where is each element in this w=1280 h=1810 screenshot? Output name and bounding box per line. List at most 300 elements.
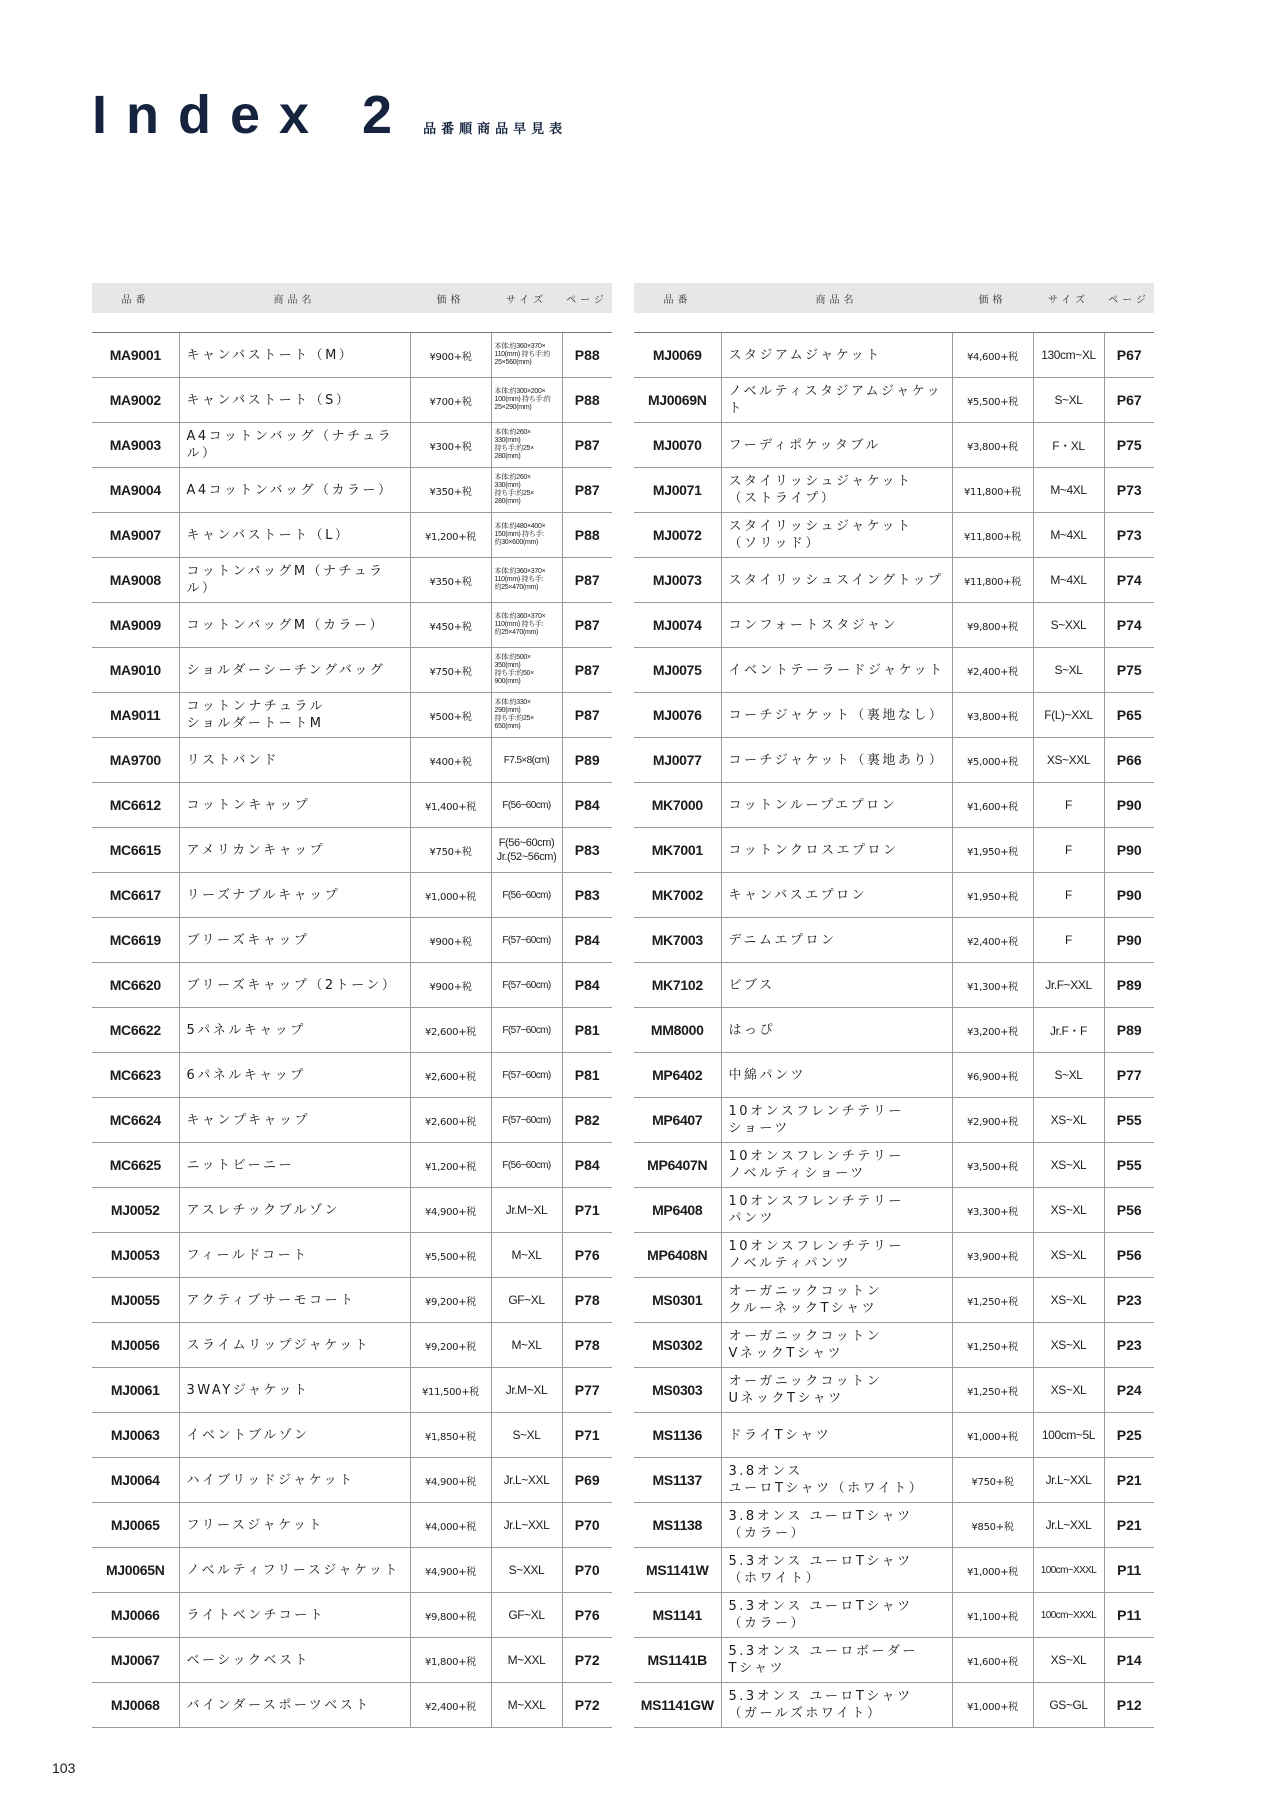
page-number: 103 [52,1760,76,1776]
product-size: 100cm~5L [1033,1413,1104,1458]
product-price: ¥900+税 [410,333,491,378]
product-price: ¥450+税 [410,603,491,648]
product-page: P90 [1104,918,1154,963]
product-page: P55 [1104,1098,1154,1143]
product-page: P67 [1104,333,1154,378]
product-size: GF~XL [491,1593,562,1638]
product-page: P81 [562,1053,612,1098]
product-code: MC6624 [92,1098,179,1143]
product-code: MA9002 [92,378,179,423]
table-row [634,828,1154,873]
product-page: P87 [562,648,612,693]
product-page: P11 [1104,1593,1154,1638]
product-code: MC6617 [92,873,179,918]
product-code: MK7003 [634,918,721,963]
product-code: MJ0075 [634,648,721,693]
product-code: MA9001 [92,333,179,378]
table-row [92,1503,612,1548]
product-page: P65 [1104,693,1154,738]
table-row [634,1683,1154,1728]
product-price: ¥2,900+税 [952,1098,1033,1143]
product-name: スタイリッシュジャケット （ストライプ） [721,468,952,513]
product-code: MC6619 [92,918,179,963]
product-size: Jr.L~XXL [1033,1458,1104,1503]
table-row [634,1143,1154,1188]
table-row [92,1368,612,1413]
product-page: P69 [562,1458,612,1503]
column-header-page: ページ [562,283,612,313]
product-size: XS~XXL [1033,738,1104,783]
product-size: XS~XL [1033,1233,1104,1278]
product-size: M~4XL [1033,558,1104,603]
product-price: ¥5,000+税 [952,738,1033,783]
product-price: ¥4,900+税 [410,1458,491,1503]
index-table-right [634,283,1154,1728]
product-price: ¥1,100+税 [952,1593,1033,1638]
product-price: ¥1,000+税 [410,873,491,918]
product-size: Jr.M~XL [491,1368,562,1413]
product-name: アクティブサーモコート [179,1278,410,1323]
table-row [92,1413,612,1458]
product-name: オーガニックコットン VネックTシャツ [721,1323,952,1368]
table-row [92,603,612,648]
table-row [634,1188,1154,1233]
product-name: デニムエプロン [721,918,952,963]
product-page: P74 [1104,603,1154,648]
column-header-name: 商品名 [721,283,952,313]
product-page: P12 [1104,1683,1154,1728]
product-price: ¥6,900+税 [952,1053,1033,1098]
product-name: 5.3オンス ユーロTシャツ （ガールズホワイト） [721,1683,952,1728]
table-header-row [92,283,612,313]
product-code: MP6407 [634,1098,721,1143]
product-price: ¥3,300+税 [952,1188,1033,1233]
product-price: ¥1,200+税 [410,1143,491,1188]
column-header-name: 商品名 [179,283,410,313]
product-code: MK7000 [634,783,721,828]
product-name: キャンバストート（S） [179,378,410,423]
product-code: MA9004 [92,468,179,513]
product-name: ベーシックベスト [179,1638,410,1683]
product-name: オーガニックコットン UネックTシャツ [721,1368,952,1413]
product-code: MS1136 [634,1413,721,1458]
product-code: MJ0070 [634,423,721,468]
product-name: 5.3オンス ユーロボーダー Tシャツ [721,1638,952,1683]
product-size: XS~XL [1033,1188,1104,1233]
product-price: ¥1,000+税 [952,1413,1033,1458]
product-code: MC6620 [92,963,179,1008]
product-price: ¥9,200+税 [410,1278,491,1323]
table-row [634,1593,1154,1638]
product-page: P24 [1104,1368,1154,1413]
product-size: M~XL [491,1233,562,1278]
product-size: 本体:約500× 350(mm) 持ち手:約50× 900(mm) [491,648,562,693]
product-name: ショルダーシーチングバッグ [179,648,410,693]
product-name: コーチジャケット（裏地あり） [721,738,952,783]
product-name: フーディポケッタブル [721,423,952,468]
product-code: MJ0064 [92,1458,179,1503]
product-page: P70 [562,1548,612,1593]
product-name: 3WAYジャケット [179,1368,410,1413]
product-page: P90 [1104,828,1154,873]
product-code: MJ0056 [92,1323,179,1368]
product-page: P77 [1104,1053,1154,1098]
product-name: はっぴ [721,1008,952,1053]
product-price: ¥1,400+税 [410,783,491,828]
product-page: P11 [1104,1548,1154,1593]
product-page: P76 [562,1593,612,1638]
product-size: M~4XL [1033,468,1104,513]
product-code: MK7102 [634,963,721,1008]
table-row [92,378,612,423]
product-name: 6パネルキャップ [179,1053,410,1098]
product-page: P71 [562,1188,612,1233]
product-code: MP6408 [634,1188,721,1233]
table-row [634,513,1154,558]
product-price: ¥900+税 [410,918,491,963]
product-code: MK7002 [634,873,721,918]
product-name: 中綿パンツ [721,1053,952,1098]
product-page: P23 [1104,1323,1154,1368]
product-size: M~4XL [1033,513,1104,558]
table-row [92,1053,612,1098]
product-size: Jr.L~XXL [491,1503,562,1548]
product-price: ¥1,600+税 [952,1638,1033,1683]
product-code: MJ0076 [634,693,721,738]
product-name: コットンバッグM（ナチュラル） [179,558,410,603]
product-code: MA9011 [92,693,179,738]
product-code: MS0303 [634,1368,721,1413]
product-name: ノベルティスタジアムジャケット [721,378,952,423]
product-name: フィールドコート [179,1233,410,1278]
table-row [634,918,1154,963]
column-header-code: 品番 [92,283,179,313]
product-price: ¥2,400+税 [952,918,1033,963]
product-size: F(56~60cm) Jr.(52~56cm) [491,828,562,873]
table-row [92,963,612,1008]
table-row [92,1638,612,1683]
product-price: ¥1,600+税 [952,783,1033,828]
table-row [634,1503,1154,1548]
product-size: S~XL [1033,648,1104,693]
table-row [634,333,1154,378]
product-code: MP6407N [634,1143,721,1188]
product-price: ¥400+税 [410,738,491,783]
product-price: ¥3,500+税 [952,1143,1033,1188]
product-name: 3.8オンス ユーロTシャツ（ホワイト） [721,1458,952,1503]
product-price: ¥4,600+税 [952,333,1033,378]
product-price: ¥1,800+税 [410,1638,491,1683]
product-page: P87 [562,603,612,648]
product-name: ブリーズキャップ [179,918,410,963]
product-page: P76 [562,1233,612,1278]
product-code: MA9009 [92,603,179,648]
product-page: P84 [562,1143,612,1188]
product-price: ¥2,400+税 [410,1683,491,1728]
page-title: Index 2 [92,85,412,145]
product-price: ¥750+税 [410,648,491,693]
product-page: P67 [1104,378,1154,423]
table-row [92,333,612,378]
table-row [634,423,1154,468]
product-name: コットンバッグM（カラー） [179,603,410,648]
table-row [92,1008,612,1053]
product-code: MA9008 [92,558,179,603]
product-page: P88 [562,333,612,378]
product-size: F(57~60cm) [491,1098,562,1143]
product-size: F(57~60cm) [491,1053,562,1098]
product-price: ¥900+税 [410,963,491,1008]
product-size: 本体:約480×400× 150(mm) 持ち手: 約30×600(mm) [491,513,562,558]
product-name: ブリーズキャップ（2トーン） [179,963,410,1008]
table-row [634,1458,1154,1503]
table-row [92,1143,612,1188]
product-price: ¥11,500+税 [410,1368,491,1413]
product-page: P56 [1104,1233,1154,1278]
product-name: A4コットンバッグ（ナチュラル） [179,423,410,468]
product-code: MJ0052 [92,1188,179,1233]
product-price: ¥350+税 [410,558,491,603]
product-code: MS1141 [634,1593,721,1638]
product-price: ¥3,800+税 [952,423,1033,468]
product-name: イベントブルゾン [179,1413,410,1458]
product-code: MS1141B [634,1638,721,1683]
product-page: P21 [1104,1503,1154,1548]
product-page: P84 [562,963,612,1008]
product-size: 本体:約360×370× 110(mm) 持ち手: 約25×470(mm) [491,603,562,648]
product-page: P87 [562,468,612,513]
table-row [634,693,1154,738]
product-page: P73 [1104,468,1154,513]
column-header-code: 品番 [634,283,721,313]
product-code: MK7001 [634,828,721,873]
product-name: スライムリップジャケット [179,1323,410,1368]
product-size: F(56~60cm) [491,1143,562,1188]
product-size: F(56~60cm) [491,873,562,918]
product-code: MC6622 [92,1008,179,1053]
table-row [92,1098,612,1143]
product-page: P87 [562,693,612,738]
product-code: MM8000 [634,1008,721,1053]
product-size: M~XL [491,1323,562,1368]
product-price: ¥3,800+税 [952,693,1033,738]
product-page: P83 [562,873,612,918]
table-row [92,828,612,873]
table-row [634,1233,1154,1278]
product-page: P90 [1104,873,1154,918]
product-page: P75 [1104,648,1154,693]
table-row [92,1278,612,1323]
product-name: バインダースポーツベスト [179,1683,410,1728]
product-name: キャンバストート（M） [179,333,410,378]
product-size: XS~XL [1033,1278,1104,1323]
product-price: ¥2,600+税 [410,1053,491,1098]
table-row [634,1053,1154,1098]
product-code: MJ0063 [92,1413,179,1458]
product-size: F(56~60cm) [491,783,562,828]
product-size: XS~XL [1033,1098,1104,1143]
product-page: P72 [562,1683,612,1728]
product-price: ¥300+税 [410,423,491,468]
product-page: P72 [562,1638,612,1683]
product-price: ¥4,000+税 [410,1503,491,1548]
product-size: Jr.F~XXL [1033,963,1104,1008]
product-page: P56 [1104,1188,1154,1233]
product-page: P83 [562,828,612,873]
product-code: MS1141W [634,1548,721,1593]
product-price: ¥2,600+税 [410,1008,491,1053]
product-page: P70 [562,1503,612,1548]
table-row [634,873,1154,918]
product-code: MC6612 [92,783,179,828]
product-name: コンフォートスタジャン [721,603,952,648]
product-name: コットンクロスエプロン [721,828,952,873]
product-size: S~XXL [491,1548,562,1593]
product-size: XS~XL [1033,1143,1104,1188]
product-size: XS~XL [1033,1368,1104,1413]
table-row [92,873,612,918]
product-price: ¥1,950+税 [952,873,1033,918]
product-code: MA9003 [92,423,179,468]
table-row [92,648,612,693]
table-row [92,513,612,558]
product-price: ¥5,500+税 [410,1233,491,1278]
table-row [634,1368,1154,1413]
product-code: MJ0065 [92,1503,179,1548]
product-page: P88 [562,378,612,423]
product-code: MS1141GW [634,1683,721,1728]
table-row [92,693,612,738]
product-name: A4コットンバッグ（カラー） [179,468,410,513]
product-name: ライトベンチコート [179,1593,410,1638]
product-size: 本体:約330× 290(mm) 持ち手:約25× 650(mm) [491,693,562,738]
product-name: ビブス [721,963,952,1008]
product-size: Jr.L~XXL [491,1458,562,1503]
product-code: MJ0073 [634,558,721,603]
product-page: P23 [1104,1278,1154,1323]
table-row [634,1413,1154,1458]
product-name: 5パネルキャップ [179,1008,410,1053]
product-code: MC6625 [92,1143,179,1188]
product-code: MJ0074 [634,603,721,648]
table-row [92,1233,612,1278]
product-price: ¥2,600+税 [410,1098,491,1143]
product-page: P66 [1104,738,1154,783]
table-row [634,648,1154,693]
column-header-price: 価格 [952,283,1033,313]
product-page: P21 [1104,1458,1154,1503]
product-page: P55 [1104,1143,1154,1188]
product-size: F(L)~XXL [1033,693,1104,738]
product-price: ¥500+税 [410,693,491,738]
product-name: リーズナブルキャップ [179,873,410,918]
product-page: P74 [1104,558,1154,603]
column-header-size: サイズ [491,283,562,313]
product-code: MS1137 [634,1458,721,1503]
product-code: MJ0072 [634,513,721,558]
table-row [92,918,612,963]
product-price: ¥1,250+税 [952,1323,1033,1368]
page-header [92,84,567,146]
product-name: 10オンスフレンチテリー パンツ [721,1188,952,1233]
product-size: M~XXL [491,1638,562,1683]
product-name: キャンプキャップ [179,1098,410,1143]
product-code: MS1138 [634,1503,721,1548]
product-price: ¥1,250+税 [952,1368,1033,1413]
product-size: F・XL [1033,423,1104,468]
product-name: キャンバスエプロン [721,873,952,918]
product-price: ¥9,200+税 [410,1323,491,1368]
table-row [634,963,1154,1008]
product-name: ノベルティフリースジャケット [179,1548,410,1593]
product-price: ¥1,950+税 [952,828,1033,873]
product-page: P78 [562,1278,612,1323]
product-size: F7.5×8(cm) [491,738,562,783]
product-page: P89 [562,738,612,783]
table-row [634,1098,1154,1143]
product-code: MA9007 [92,513,179,558]
product-page: P77 [562,1368,612,1413]
product-price: ¥4,900+税 [410,1188,491,1233]
product-size: XS~XL [1033,1638,1104,1683]
table-row [634,468,1154,513]
product-price: ¥1,200+税 [410,513,491,558]
product-page: P71 [562,1413,612,1458]
product-name: ドライTシャツ [721,1413,952,1458]
table-row [92,783,612,828]
product-name: フリースジャケット [179,1503,410,1548]
table-row [92,1323,612,1368]
product-name: コットンナチュラル ショルダートートM [179,693,410,738]
product-code: MC6615 [92,828,179,873]
product-name: コットンループエプロン [721,783,952,828]
product-price: ¥5,500+税 [952,378,1033,423]
product-size: Jr.L~XXL [1033,1503,1104,1548]
product-size: 本体:約360×370× 110(mm) 持ち手:約 25×560(mm) [491,333,562,378]
product-code: MJ0069N [634,378,721,423]
product-size: F(57~60cm) [491,918,562,963]
product-page: P78 [562,1323,612,1368]
product-name: リストバンド [179,738,410,783]
table-row [92,558,612,603]
product-code: MS0301 [634,1278,721,1323]
product-name: 5.3オンス ユーロTシャツ （ホワイト） [721,1548,952,1593]
product-price: ¥3,200+税 [952,1008,1033,1053]
product-code: MP6408N [634,1233,721,1278]
product-name: オーガニックコットン クルーネックTシャツ [721,1278,952,1323]
product-code: MJ0067 [92,1638,179,1683]
table-header-row [634,283,1154,313]
product-price: ¥3,900+税 [952,1233,1033,1278]
product-size: 本体:約300×200× 100(mm) 持ち手:約 25×290(mm) [491,378,562,423]
table-row [634,1008,1154,1053]
product-name: スタイリッシュジャケット （ソリッド） [721,513,952,558]
product-price: ¥750+税 [952,1458,1033,1503]
product-price: ¥2,400+税 [952,648,1033,693]
table-row [92,1188,612,1233]
product-size: 本体:約260× 330(mm) 持ち手:約25× 280(mm) [491,423,562,468]
product-page: P14 [1104,1638,1154,1683]
product-size: GF~XL [491,1278,562,1323]
product-name: 3.8オンス ユーロTシャツ （カラー） [721,1503,952,1548]
product-code: MJ0053 [92,1233,179,1278]
product-name: スタジアムジャケット [721,333,952,378]
product-size: 本体:約360×370× 110(mm) 持ち手: 約25×470(mm) [491,558,562,603]
table-row [92,738,612,783]
table-row [634,1278,1154,1323]
product-price: ¥9,800+税 [952,603,1033,648]
table-row [92,1683,612,1728]
